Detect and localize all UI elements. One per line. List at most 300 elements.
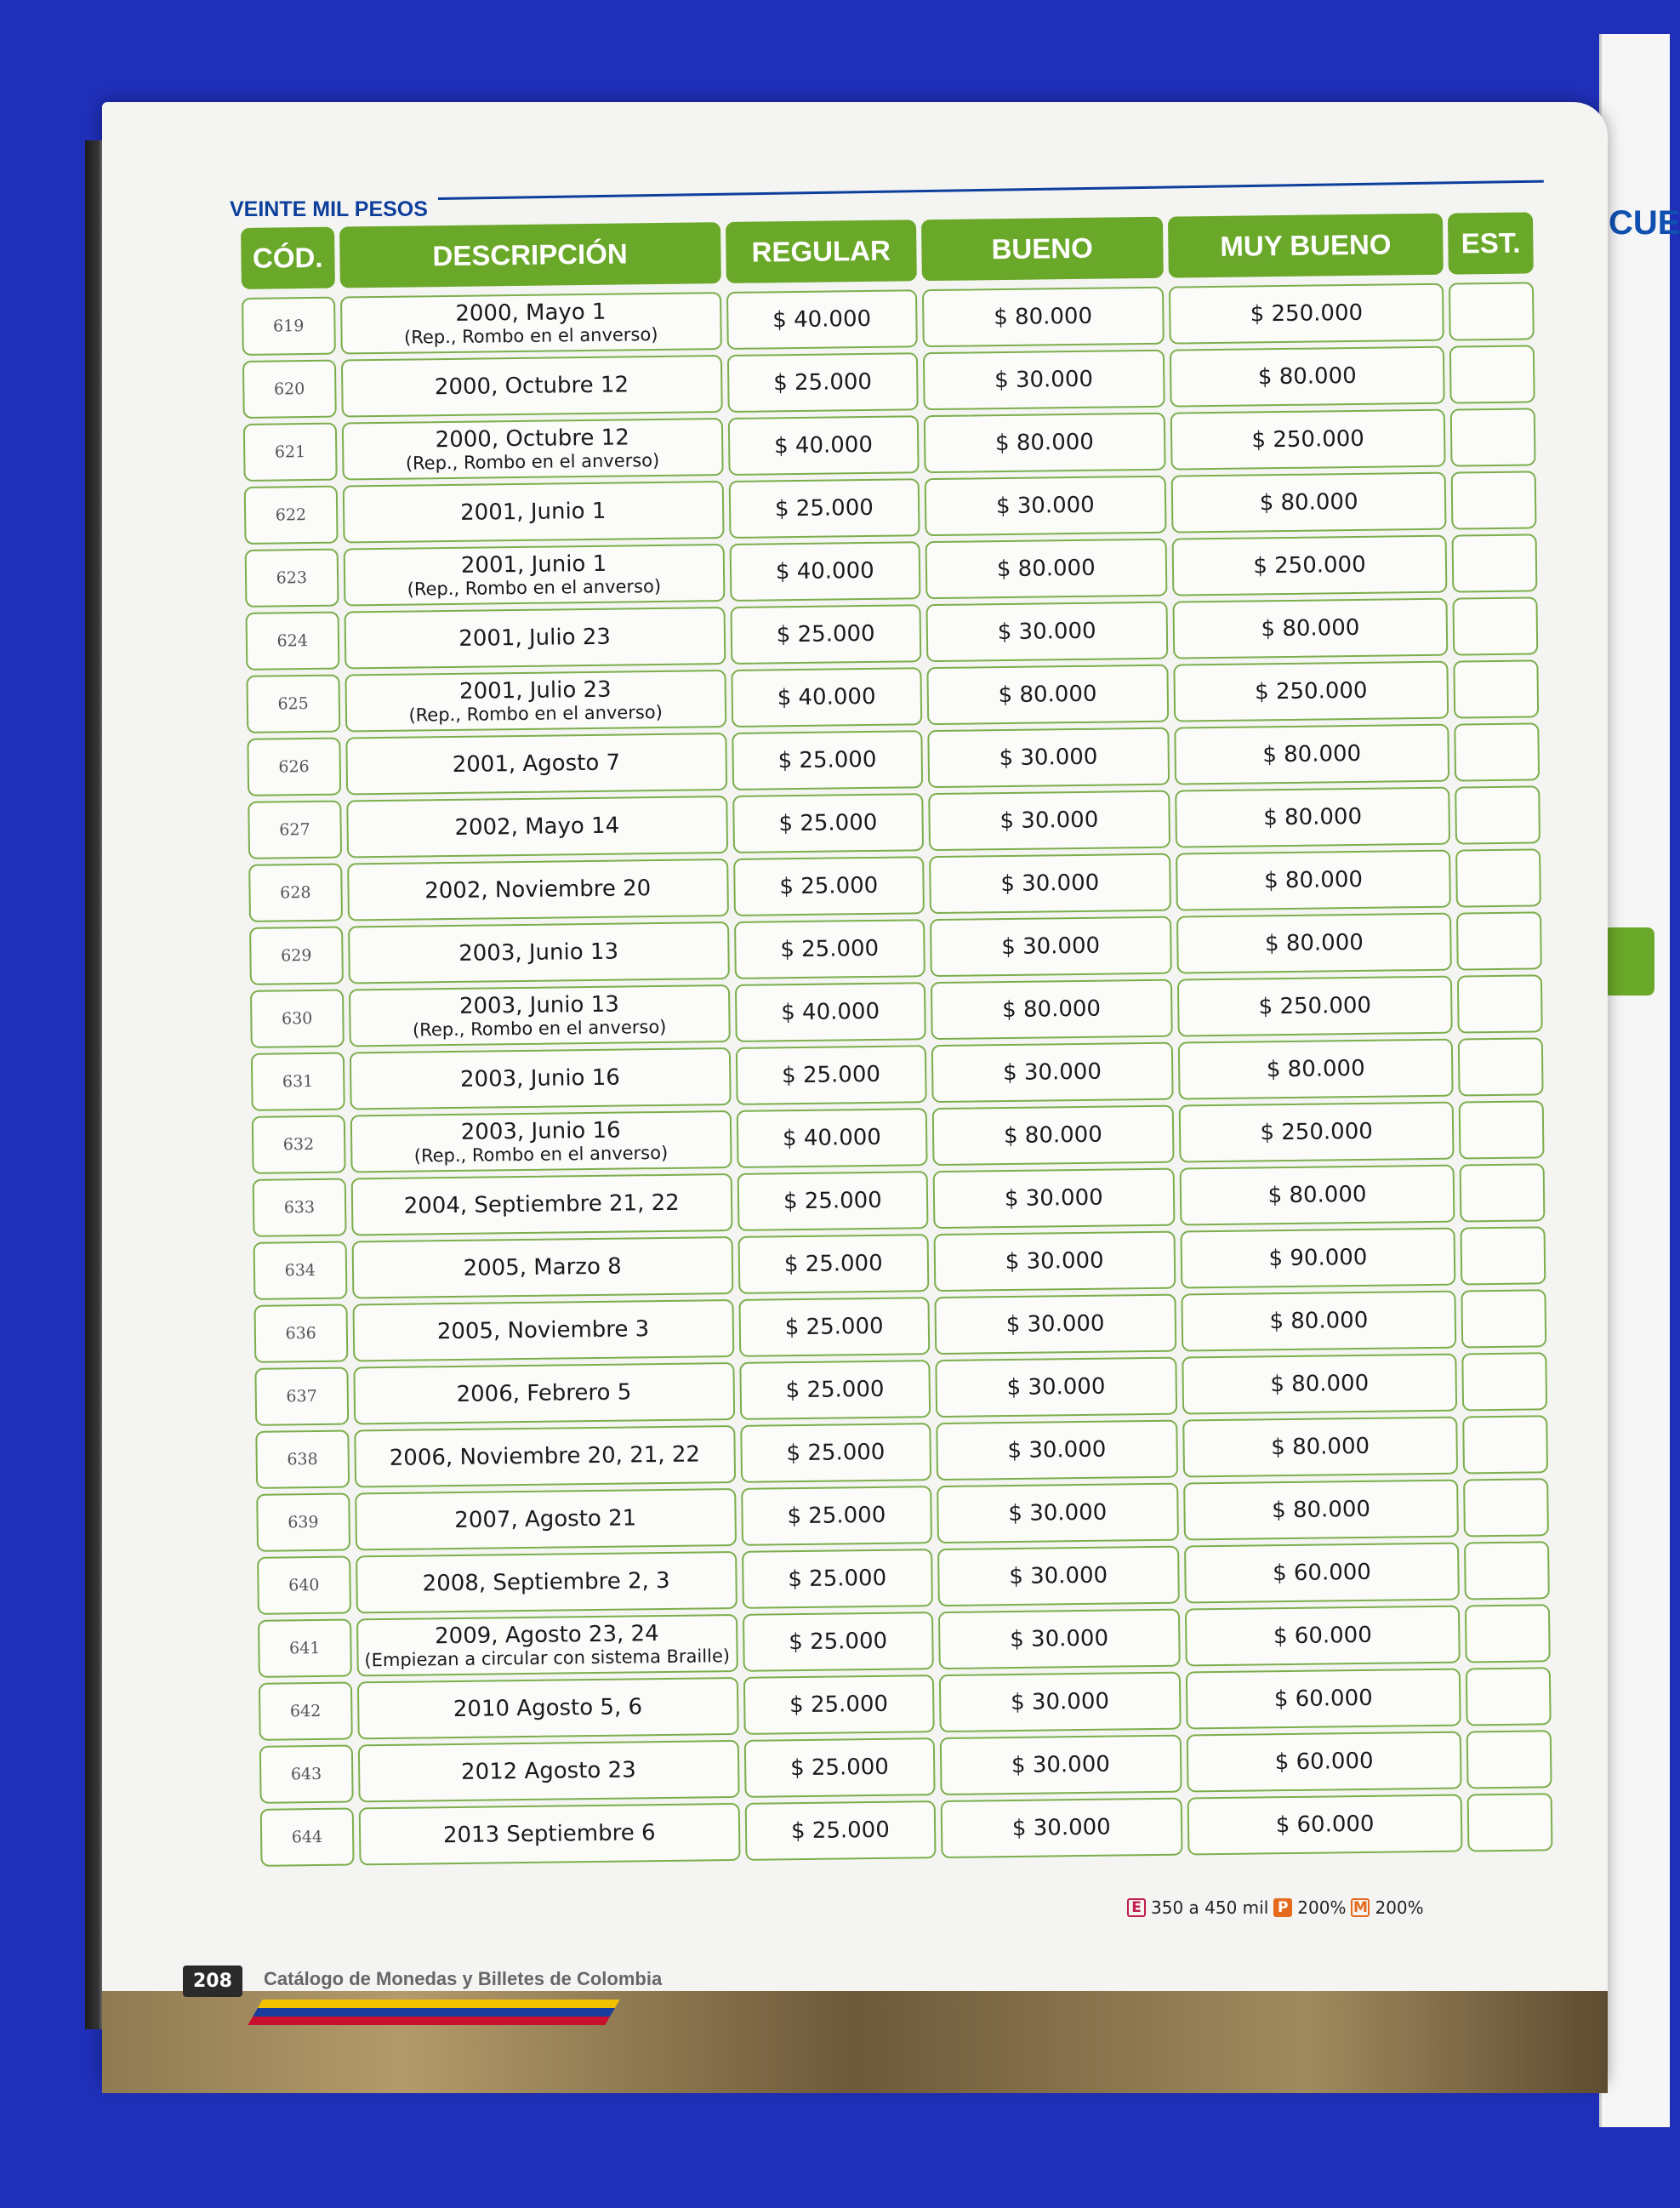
description-cell bbox=[342, 481, 724, 543]
muy-bueno-cell bbox=[1184, 1543, 1460, 1604]
regular-cell bbox=[736, 1045, 927, 1105]
description-cell bbox=[352, 1299, 734, 1361]
cod-cell bbox=[248, 864, 342, 922]
regular-price: $ 25.000 bbox=[786, 1439, 886, 1467]
bueno-price: $ 30.000 bbox=[1009, 1562, 1108, 1590]
bueno-cell bbox=[930, 916, 1172, 977]
description-cell bbox=[355, 1488, 737, 1550]
e-badge-icon: E bbox=[1127, 1898, 1146, 1917]
regular-cell bbox=[743, 1675, 935, 1735]
bueno-cell bbox=[941, 1798, 1183, 1858]
catalog-page bbox=[102, 102, 1608, 2085]
bueno-price: $ 30.000 bbox=[1004, 1184, 1103, 1212]
cod-cell bbox=[255, 1430, 349, 1489]
est-cell bbox=[1455, 785, 1540, 844]
description-cell bbox=[345, 733, 727, 795]
regular-cell bbox=[736, 1108, 927, 1168]
description-cell bbox=[356, 1551, 737, 1613]
est-cell bbox=[1456, 911, 1541, 970]
regular-price: $ 25.000 bbox=[789, 1628, 888, 1656]
bueno-price: $ 80.000 bbox=[994, 303, 1093, 331]
bueno-cell bbox=[934, 1294, 1176, 1355]
muy-bueno-cell bbox=[1171, 535, 1447, 596]
cod-cell bbox=[253, 1241, 347, 1300]
description-main: 2003, Junio 13 bbox=[458, 939, 619, 967]
cod-value: 630 bbox=[281, 1009, 313, 1029]
description-cell bbox=[350, 1110, 732, 1172]
muy-bueno-cell bbox=[1174, 724, 1449, 785]
est-cell bbox=[1462, 1352, 1547, 1411]
regular-cell bbox=[728, 478, 920, 539]
description-main: 2003, Junio 13 bbox=[458, 991, 619, 1019]
cod-cell bbox=[259, 1681, 352, 1740]
cod-cell bbox=[250, 990, 344, 1048]
regular-price: $ 25.000 bbox=[784, 1313, 884, 1341]
regular-price: $ 25.000 bbox=[783, 1250, 883, 1278]
bueno-cell bbox=[937, 1546, 1180, 1606]
facing-page-fragment bbox=[1599, 34, 1680, 2127]
description-cell bbox=[353, 1362, 735, 1424]
facing-page-title-fragment: CUE bbox=[1609, 204, 1680, 242]
bueno-cell bbox=[927, 727, 1170, 788]
description-sub: (Rep., Rombo en el anverso) bbox=[412, 1016, 667, 1041]
description-cell bbox=[345, 670, 726, 732]
p-badge-icon: P bbox=[1273, 1898, 1292, 1917]
bueno-cell bbox=[925, 602, 1168, 662]
est-cell bbox=[1464, 1478, 1549, 1537]
muy-bueno-cell bbox=[1172, 598, 1448, 659]
muy-bueno-cell bbox=[1170, 472, 1446, 533]
description-main: 2006, Febrero 5 bbox=[456, 1379, 632, 1407]
description-main: 2005, Marzo 8 bbox=[463, 1253, 622, 1281]
description-main: 2003, Junio 16 bbox=[459, 1064, 621, 1093]
regular-cell bbox=[729, 541, 920, 602]
est-cell bbox=[1461, 1226, 1546, 1285]
description-main: 2000, Mayo 1 bbox=[455, 299, 607, 327]
cod-value: 620 bbox=[273, 379, 305, 399]
cod-cell bbox=[246, 612, 339, 670]
muy-bueno-price: $ 80.000 bbox=[1266, 1055, 1365, 1083]
bueno-cell bbox=[932, 1105, 1175, 1166]
cod-cell bbox=[249, 927, 343, 985]
description-sub: (Rep., Rombo en el anverso) bbox=[407, 575, 662, 600]
cod-value: 628 bbox=[280, 883, 311, 903]
regular-cell bbox=[726, 289, 918, 350]
muy-bueno-price: $ 60.000 bbox=[1272, 1559, 1372, 1587]
regular-price: $ 25.000 bbox=[788, 1565, 887, 1593]
muy-bueno-cell bbox=[1187, 1794, 1462, 1856]
muy-bueno-price: $ 80.000 bbox=[1263, 803, 1363, 831]
muy-bueno-cell bbox=[1186, 1732, 1461, 1793]
description-cell bbox=[348, 921, 730, 984]
bueno-cell bbox=[931, 979, 1173, 1040]
cod-value: 622 bbox=[275, 505, 307, 525]
regular-cell bbox=[737, 1234, 929, 1294]
description-main: 2000, Octubre 12 bbox=[434, 372, 629, 401]
description-cell bbox=[350, 1173, 732, 1235]
muy-bueno-cell bbox=[1179, 1165, 1455, 1226]
bueno-cell bbox=[931, 1042, 1174, 1103]
muy-bueno-cell bbox=[1178, 1102, 1454, 1163]
muy-bueno-price: $ 60.000 bbox=[1273, 1685, 1373, 1713]
est-cell bbox=[1460, 1163, 1545, 1222]
header-descripcion: DESCRIPCIÓN bbox=[339, 222, 721, 288]
bueno-price: $ 30.000 bbox=[997, 618, 1096, 646]
cod-cell bbox=[251, 1053, 345, 1111]
description-cell bbox=[349, 984, 731, 1047]
muy-bueno-price: $ 80.000 bbox=[1259, 488, 1358, 516]
bueno-cell bbox=[940, 1735, 1182, 1795]
description-cell bbox=[351, 1236, 733, 1298]
description-sub: (Empiezan a circular con sistema Braille) bbox=[364, 1646, 731, 1671]
muy-bueno-cell bbox=[1182, 1354, 1457, 1415]
regular-price: $ 25.000 bbox=[789, 1691, 889, 1719]
bueno-cell bbox=[933, 1231, 1176, 1292]
regular-cell bbox=[737, 1171, 928, 1231]
description-main: 2001, Julio 23 bbox=[458, 624, 612, 652]
regular-price: $ 40.000 bbox=[773, 431, 874, 459]
description-cell bbox=[341, 418, 723, 480]
description-main: 2001, Junio 1 bbox=[460, 551, 607, 579]
muy-bueno-price: $ 250.000 bbox=[1251, 425, 1365, 454]
regular-cell bbox=[744, 1737, 936, 1798]
est-cell bbox=[1459, 1100, 1544, 1159]
cod-value: 639 bbox=[288, 1512, 319, 1532]
table-header-row bbox=[238, 209, 1536, 292]
regular-cell bbox=[730, 604, 921, 665]
header-regular: REGULAR bbox=[726, 220, 917, 283]
bueno-price: $ 30.000 bbox=[1002, 1058, 1102, 1087]
muy-bueno-cell bbox=[1180, 1228, 1455, 1289]
bueno-cell bbox=[937, 1483, 1179, 1543]
muy-bueno-price: $ 80.000 bbox=[1262, 740, 1362, 768]
cod-value: 619 bbox=[272, 317, 305, 336]
bueno-price: $ 30.000 bbox=[1000, 870, 1100, 898]
regular-price: $ 40.000 bbox=[782, 1124, 882, 1152]
bueno-cell bbox=[929, 853, 1171, 914]
regular-price: $ 25.000 bbox=[773, 368, 873, 397]
est-cell bbox=[1450, 408, 1535, 466]
cod-value: 637 bbox=[286, 1386, 317, 1406]
cod-cell bbox=[245, 549, 339, 608]
e-legend-text: 350 a 450 mil bbox=[1151, 1897, 1269, 1918]
colombia-flag-ribbon bbox=[248, 2000, 619, 2025]
cod-value: 641 bbox=[288, 1638, 321, 1658]
muy-bueno-price: $ 250.000 bbox=[1250, 300, 1364, 328]
cod-cell bbox=[253, 1178, 346, 1237]
bueno-price: $ 30.000 bbox=[1008, 1499, 1108, 1527]
cod-cell bbox=[247, 738, 340, 796]
regular-price: $ 25.000 bbox=[790, 1817, 890, 1845]
cod-value: 626 bbox=[278, 757, 310, 777]
cod-value: 638 bbox=[287, 1449, 318, 1469]
muy-bueno-price: $ 250.000 bbox=[1258, 992, 1372, 1020]
heading-rule bbox=[438, 180, 1544, 200]
bueno-price: $ 80.000 bbox=[994, 429, 1095, 457]
muy-bueno-cell bbox=[1183, 1480, 1459, 1541]
bueno-cell bbox=[925, 476, 1167, 536]
cod-cell bbox=[243, 423, 337, 482]
muy-bueno-price: $ 80.000 bbox=[1269, 1307, 1369, 1335]
bueno-price: $ 80.000 bbox=[1003, 1121, 1102, 1150]
description-main: 2012 Agosto 23 bbox=[460, 1757, 636, 1785]
cod-cell bbox=[242, 297, 335, 356]
cod-value: 643 bbox=[290, 1764, 322, 1784]
est-cell bbox=[1453, 596, 1538, 655]
est-cell bbox=[1467, 1793, 1552, 1851]
est-cell bbox=[1449, 345, 1535, 403]
cod-value: 624 bbox=[276, 631, 309, 651]
regular-cell bbox=[741, 1486, 932, 1546]
regular-cell bbox=[727, 352, 919, 413]
bueno-price: $ 30.000 bbox=[1010, 1688, 1110, 1716]
regular-price: $ 25.000 bbox=[783, 1187, 882, 1215]
description-cell bbox=[343, 544, 725, 606]
description-cell bbox=[357, 1740, 739, 1802]
regular-price: $ 40.000 bbox=[781, 998, 880, 1026]
description-main: 2009, Agosto 23, 24 bbox=[434, 1621, 659, 1650]
cod-value: 633 bbox=[283, 1197, 316, 1218]
muy-bueno-price: $ 80.000 bbox=[1271, 1433, 1370, 1461]
cod-cell bbox=[248, 801, 341, 859]
muy-bueno-price: $ 80.000 bbox=[1264, 929, 1364, 957]
muy-bueno-cell bbox=[1181, 1291, 1456, 1352]
muy-bueno-price: $ 250.000 bbox=[1253, 551, 1366, 579]
bueno-cell bbox=[939, 1672, 1182, 1732]
regular-price: $ 25.000 bbox=[778, 809, 878, 837]
regular-price: $ 40.000 bbox=[775, 557, 874, 585]
muy-bueno-price: $ 80.000 bbox=[1257, 362, 1357, 391]
footer-title: Catálogo de Monedas y Billetes de Colombia bbox=[264, 1968, 663, 1989]
regular-cell bbox=[732, 730, 923, 790]
regular-cell bbox=[744, 1800, 936, 1861]
muy-bueno-price: $ 80.000 bbox=[1263, 866, 1364, 894]
description-cell bbox=[349, 1047, 731, 1110]
bueno-cell bbox=[932, 1168, 1175, 1229]
muy-bueno-cell bbox=[1170, 409, 1445, 471]
rarity-legend bbox=[1127, 1897, 1424, 1918]
est-cell bbox=[1466, 1730, 1552, 1789]
table-body bbox=[239, 279, 1555, 1869]
cod-cell bbox=[252, 1115, 345, 1174]
description-cell bbox=[340, 292, 722, 354]
est-cell bbox=[1452, 533, 1537, 592]
description-main: 2007, Agosto 21 bbox=[454, 1505, 637, 1534]
muy-bueno-cell bbox=[1178, 1039, 1454, 1100]
m-badge-icon: M bbox=[1351, 1898, 1370, 1917]
bueno-price: $ 30.000 bbox=[1010, 1625, 1109, 1653]
bueno-price: $ 30.000 bbox=[1005, 1247, 1104, 1275]
muy-bueno-price: $ 80.000 bbox=[1270, 1370, 1370, 1398]
cod-value: 629 bbox=[280, 946, 312, 966]
bueno-cell bbox=[924, 413, 1166, 473]
est-cell bbox=[1455, 848, 1540, 907]
cod-value: 642 bbox=[289, 1701, 322, 1721]
cod-value: 625 bbox=[277, 694, 309, 714]
muy-bueno-cell bbox=[1186, 1669, 1461, 1730]
est-cell bbox=[1454, 659, 1539, 718]
regular-price: $ 25.000 bbox=[776, 620, 875, 648]
bueno-cell bbox=[926, 665, 1169, 725]
regular-price: $ 40.000 bbox=[777, 683, 876, 711]
description-main: 2001, Junio 1 bbox=[459, 498, 607, 526]
description-cell bbox=[356, 1677, 738, 1739]
bueno-price: $ 30.000 bbox=[1006, 1373, 1106, 1401]
muy-bueno-price: $ 250.000 bbox=[1254, 677, 1368, 705]
price-table bbox=[238, 209, 1555, 1869]
bueno-price: $ 30.000 bbox=[995, 492, 1095, 520]
bueno-price: $ 80.000 bbox=[1002, 996, 1102, 1024]
description-cell bbox=[344, 607, 726, 669]
est-cell bbox=[1461, 1289, 1546, 1348]
bueno-price: $ 30.000 bbox=[1001, 933, 1101, 961]
muy-bueno-cell bbox=[1177, 976, 1453, 1037]
description-sub: (Rep., Rombo en el anverso) bbox=[413, 1142, 669, 1167]
bueno-cell bbox=[928, 790, 1170, 851]
description-main: 2005, Noviembre 3 bbox=[436, 1316, 650, 1345]
description-cell bbox=[346, 796, 728, 858]
bueno-cell bbox=[923, 350, 1165, 410]
regular-cell bbox=[735, 982, 926, 1042]
muy-bueno-price: $ 60.000 bbox=[1274, 1748, 1374, 1776]
cod-value: 640 bbox=[288, 1575, 320, 1595]
regular-price: $ 25.000 bbox=[785, 1376, 885, 1404]
muy-bueno-cell bbox=[1175, 787, 1450, 848]
cod-value: 632 bbox=[282, 1134, 315, 1155]
description-main: 2003, Junio 16 bbox=[460, 1117, 621, 1145]
muy-bueno-cell bbox=[1176, 850, 1451, 911]
description-main: 2008, Septiembre 2, 3 bbox=[422, 1567, 670, 1597]
bueno-price: $ 30.000 bbox=[999, 744, 1098, 772]
bueno-price: $ 80.000 bbox=[996, 555, 1096, 583]
regular-cell bbox=[743, 1612, 934, 1672]
header-est: EST. bbox=[1448, 212, 1533, 274]
description-cell bbox=[358, 1803, 740, 1865]
muy-bueno-price: $ 90.000 bbox=[1268, 1244, 1368, 1272]
regular-price: $ 25.000 bbox=[777, 746, 877, 774]
bueno-price: $ 30.000 bbox=[1011, 1751, 1111, 1779]
regular-cell bbox=[731, 667, 922, 727]
bueno-cell bbox=[936, 1420, 1178, 1481]
description-sub: (Rep., Rombo en el anverso) bbox=[405, 449, 660, 474]
section-heading: VEINTE MIL PESOS bbox=[230, 197, 428, 221]
cod-value: 623 bbox=[276, 568, 308, 588]
facing-page-table-header-fragment bbox=[1603, 927, 1654, 996]
bueno-price: $ 80.000 bbox=[998, 681, 1097, 709]
description-sub: (Rep., Rombo en el anverso) bbox=[408, 701, 663, 726]
regular-cell bbox=[732, 793, 924, 853]
muy-bueno-price: $ 60.000 bbox=[1275, 1811, 1375, 1839]
regular-price: $ 25.000 bbox=[787, 1502, 886, 1530]
muy-bueno-price: $ 80.000 bbox=[1261, 614, 1360, 642]
muy-bueno-cell bbox=[1170, 346, 1445, 408]
regular-price: $ 40.000 bbox=[772, 305, 872, 334]
cod-value: 634 bbox=[284, 1260, 316, 1281]
bueno-price: $ 30.000 bbox=[1011, 1814, 1111, 1842]
cod-cell bbox=[256, 1493, 350, 1552]
bueno-price: $ 30.000 bbox=[1007, 1436, 1107, 1464]
cod-value: 644 bbox=[291, 1827, 323, 1847]
cod-value: 621 bbox=[274, 442, 306, 462]
regular-price: $ 25.000 bbox=[781, 1061, 881, 1089]
est-cell bbox=[1464, 1541, 1549, 1600]
description-cell bbox=[347, 859, 729, 921]
header-bueno: BUENO bbox=[921, 217, 1164, 281]
regular-cell bbox=[739, 1360, 931, 1420]
est-cell bbox=[1457, 974, 1542, 1033]
regular-cell bbox=[742, 1549, 933, 1609]
muy-bueno-cell bbox=[1185, 1606, 1461, 1667]
description-main: 2000, Octubre 12 bbox=[435, 425, 629, 454]
description-main: 2006, Noviembre 20, 21, 22 bbox=[389, 1441, 701, 1471]
bueno-price: $ 30.000 bbox=[994, 366, 1094, 394]
muy-bueno-cell bbox=[1176, 913, 1452, 974]
cod-value: 636 bbox=[285, 1323, 316, 1344]
header-cod: CÓD. bbox=[241, 227, 334, 289]
page-number: 208 bbox=[183, 1966, 242, 1997]
description-cell bbox=[340, 355, 722, 417]
cod-cell bbox=[242, 360, 336, 419]
description-main: 2013 Septiembre 6 bbox=[442, 1820, 656, 1849]
regular-price: $ 25.000 bbox=[789, 1754, 890, 1782]
est-cell bbox=[1465, 1604, 1550, 1663]
est-cell bbox=[1463, 1415, 1548, 1474]
description-cell bbox=[354, 1425, 736, 1487]
muy-bueno-price: $ 250.000 bbox=[1260, 1118, 1373, 1146]
cod-cell bbox=[254, 1367, 348, 1426]
m-legend-text: 200% bbox=[1375, 1897, 1424, 1918]
est-cell bbox=[1451, 471, 1536, 529]
regular-cell bbox=[734, 919, 925, 979]
est-cell bbox=[1458, 1037, 1543, 1096]
regular-cell bbox=[738, 1297, 930, 1357]
regular-cell bbox=[740, 1423, 931, 1483]
p-legend-text: 200% bbox=[1297, 1897, 1347, 1918]
description-sub: (Rep., Rombo en el anverso) bbox=[403, 323, 658, 348]
bueno-cell bbox=[925, 539, 1167, 599]
description-main: 2004, Septiembre 21, 22 bbox=[403, 1190, 680, 1219]
muy-bueno-cell bbox=[1173, 661, 1449, 722]
est-cell bbox=[1449, 282, 1534, 340]
cod-cell bbox=[246, 675, 339, 733]
bueno-price: $ 30.000 bbox=[999, 807, 1099, 835]
description-main: 2002, Mayo 14 bbox=[454, 813, 620, 841]
muy-bueno-price: $ 80.000 bbox=[1272, 1496, 1371, 1524]
cod-cell bbox=[260, 1807, 354, 1866]
cod-cell bbox=[254, 1304, 348, 1363]
header-muy-bueno: MUY BUENO bbox=[1168, 214, 1444, 278]
bueno-cell bbox=[922, 287, 1165, 347]
bueno-cell bbox=[935, 1357, 1177, 1418]
est-cell bbox=[1455, 722, 1540, 781]
muy-bueno-price: $ 80.000 bbox=[1267, 1181, 1367, 1209]
bueno-cell bbox=[938, 1609, 1181, 1669]
description-main: 2001, Agosto 7 bbox=[452, 750, 621, 778]
cod-value: 627 bbox=[279, 820, 310, 840]
regular-price: $ 25.000 bbox=[780, 935, 880, 963]
regular-price: $ 25.000 bbox=[774, 494, 874, 522]
cod-cell bbox=[258, 1619, 351, 1678]
regular-price: $ 25.000 bbox=[779, 872, 879, 900]
description-main: 2002, Noviembre 20 bbox=[424, 876, 652, 904]
cod-value: 631 bbox=[282, 1071, 314, 1092]
muy-bueno-cell bbox=[1182, 1417, 1458, 1478]
regular-cell bbox=[728, 415, 920, 476]
bueno-price: $ 30.000 bbox=[1005, 1310, 1105, 1338]
description-main: 2001, Julio 23 bbox=[458, 676, 612, 705]
regular-cell bbox=[733, 856, 925, 916]
cod-cell bbox=[244, 486, 338, 545]
